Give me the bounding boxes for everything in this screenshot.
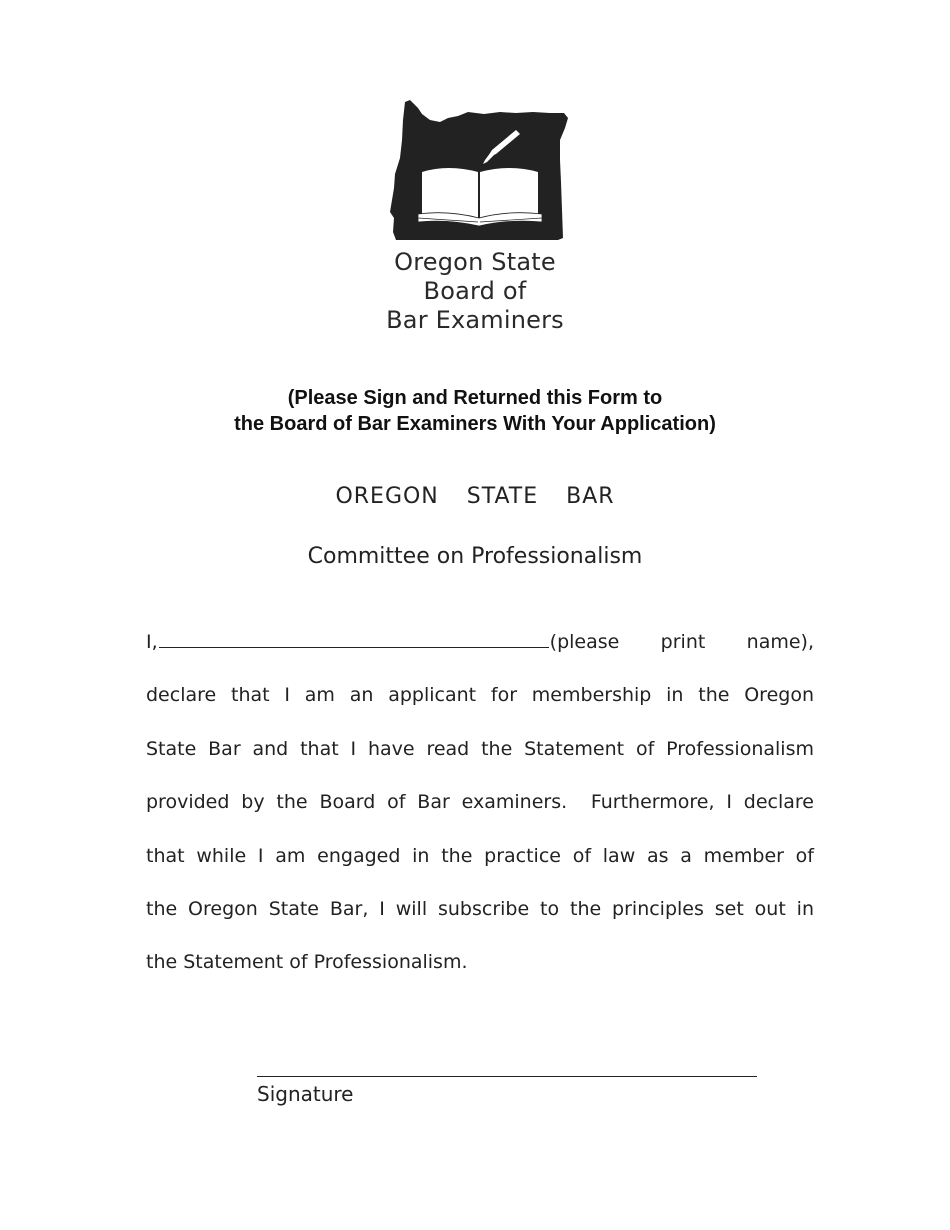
org-name-line: Board of (423, 277, 527, 305)
print-name-field[interactable] (159, 625, 549, 648)
signature-field[interactable] (257, 1076, 757, 1077)
instructions-line-2: the Board of Bar Examiners With Your Application) (234, 413, 716, 435)
declaration-line: declare that I am an applicant for membership in the Oregon (146, 684, 814, 707)
declaration-line: provided by the Board of Bar examiners. Furthermore, I declare (146, 791, 814, 814)
name-prompt-word: print (660, 631, 706, 653)
signature-label: Signature (257, 1082, 354, 1106)
declaration (146, 624, 814, 998)
bar-title: OREGON STATE BAR (335, 484, 615, 509)
committee-title: Committee on Professionalism (307, 544, 643, 569)
declaration-line: the Statement of Professionalism. (146, 951, 468, 974)
oregon-book-pen-icon (388, 100, 572, 244)
name-line (146, 624, 814, 677)
org-name-line: Bar Examiners (386, 306, 564, 334)
declaration-line: the Oregon State Bar, I will subscribe to the principles set out in (146, 897, 814, 920)
name-prompt (550, 624, 814, 660)
org-name-line: Oregon State (394, 248, 556, 276)
instructions (100, 385, 850, 437)
declaration-line: that while I am engaged in the practice of law as a member of (146, 844, 814, 867)
name-prompt-word: name), (746, 631, 814, 653)
name-prefix: I, (146, 631, 158, 653)
declaration-line: State Bar and that I have read the Statement of Professionalism (146, 737, 814, 760)
instructions-line-1: (Please Sign and Returned this Form to (287, 387, 663, 409)
name-prompt-word: (please (549, 631, 620, 653)
org-name (375, 248, 575, 335)
